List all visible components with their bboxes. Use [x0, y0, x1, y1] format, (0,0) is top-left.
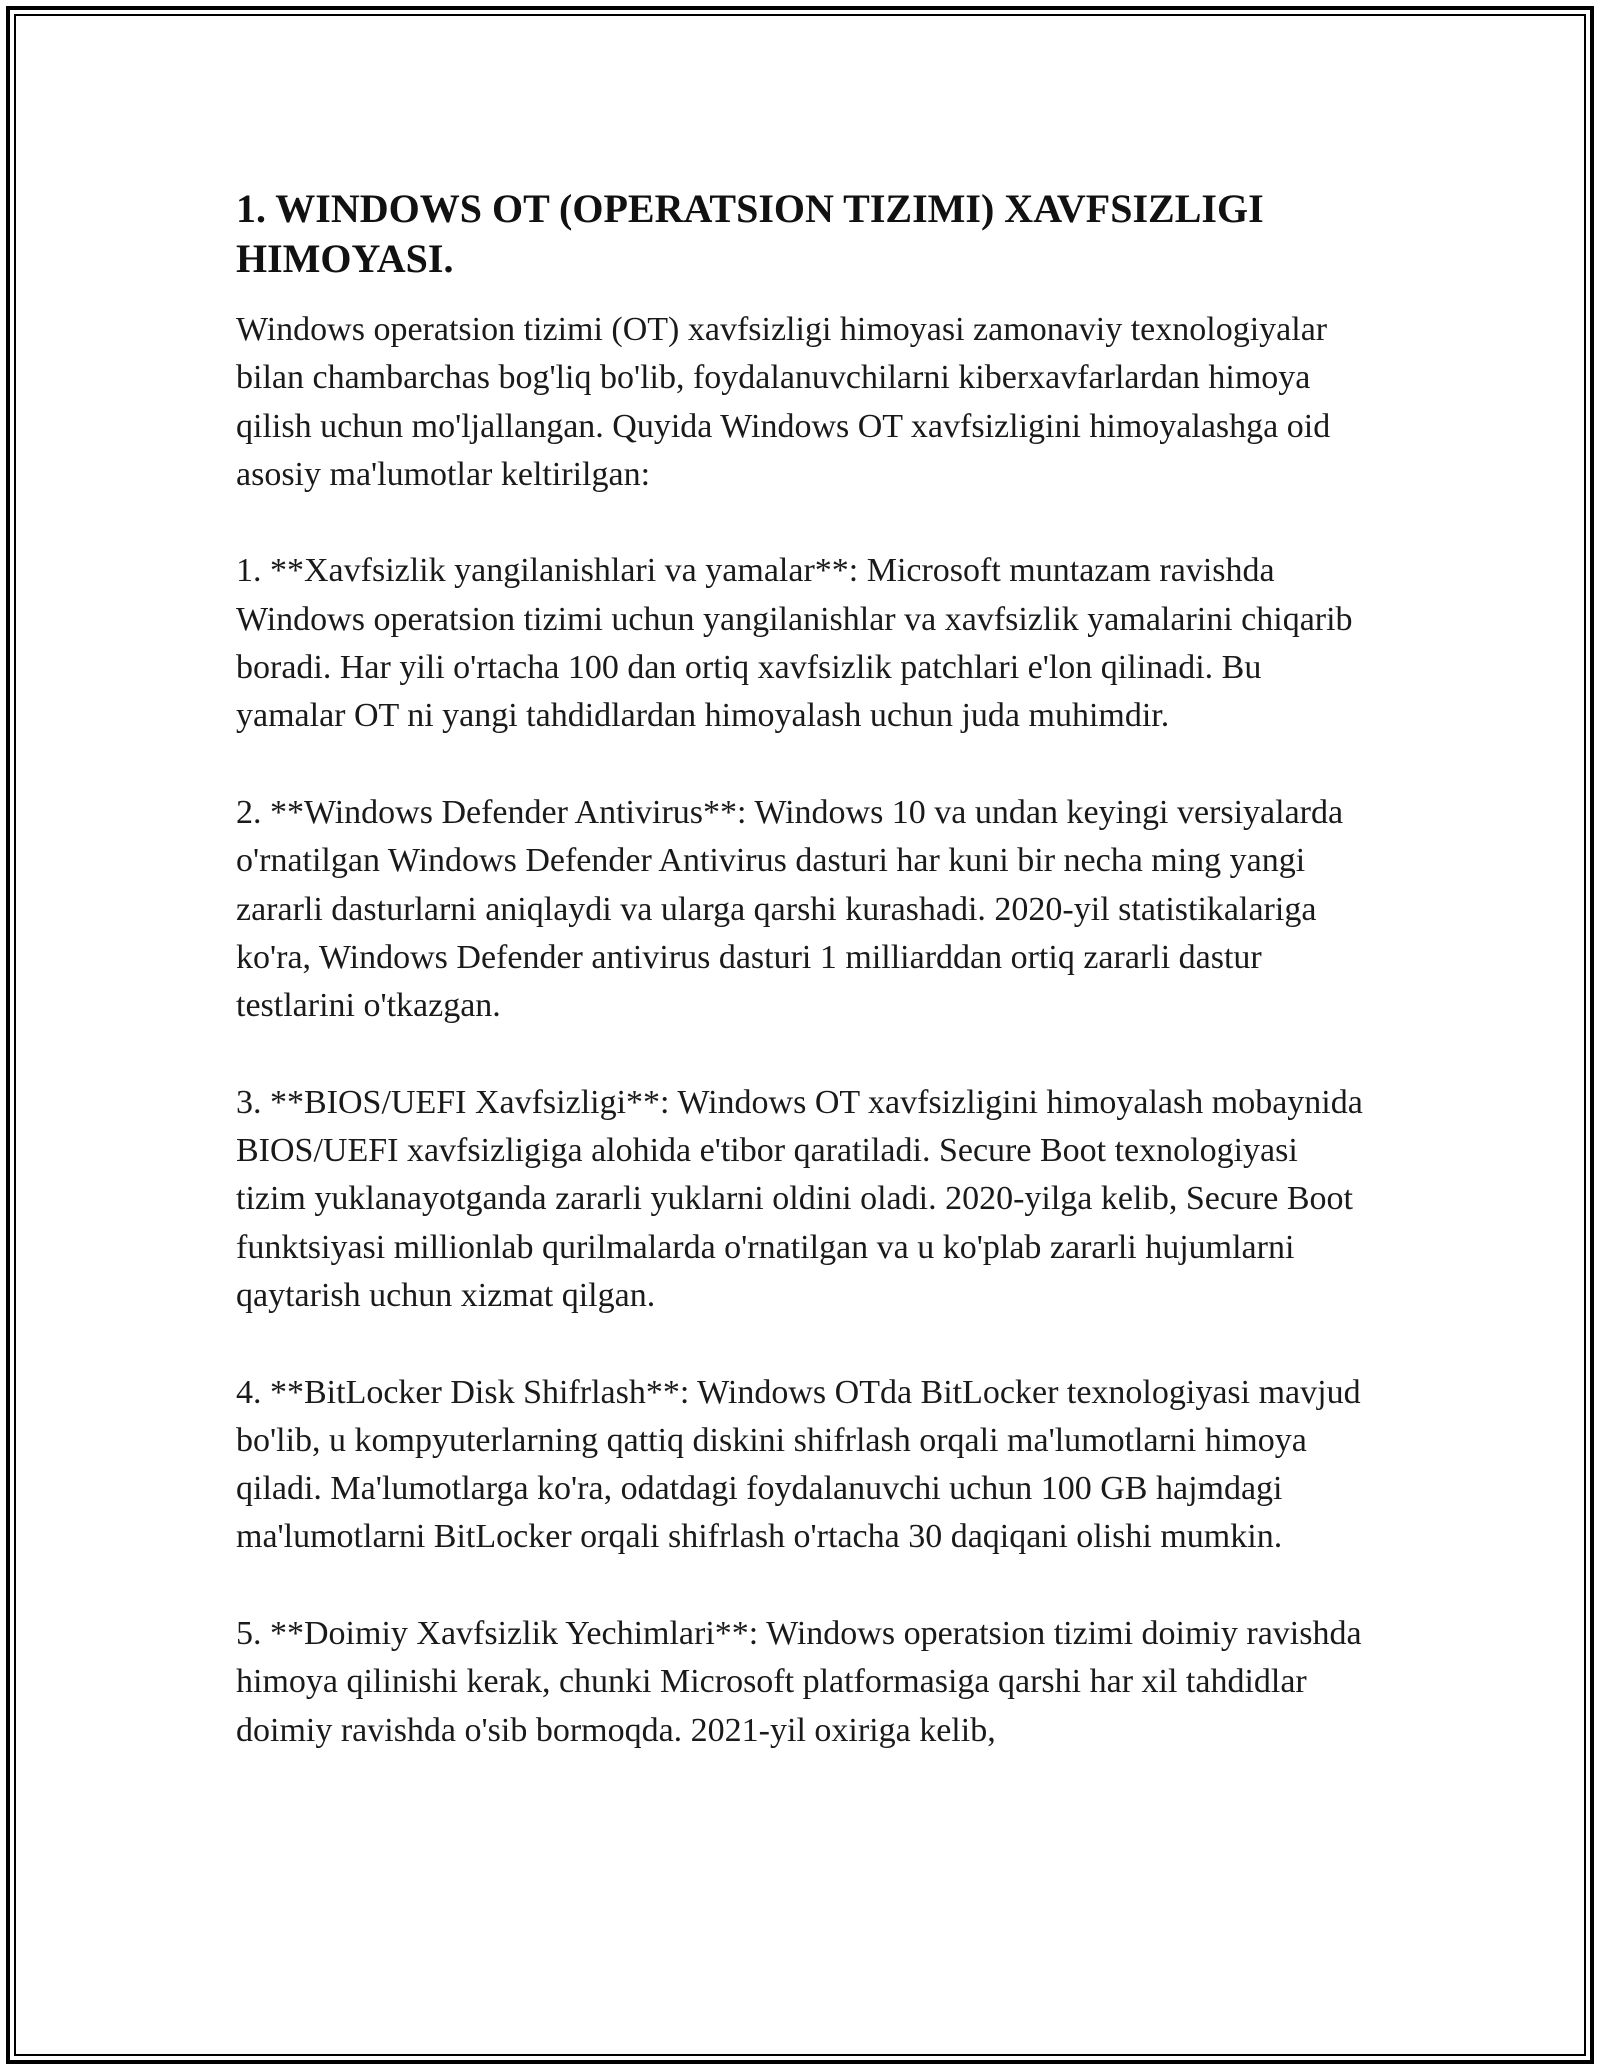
- intro-paragraph: Windows operatsion tizimi (OT) xavfsizligi himoyasi zamonaviy texnologiyalar bilan chambarchas bog'liq bo'lib, foydalanuvchilarni kiberxavfarlardan himoya qilish uchun mo'ljallangan. Quyida Windows OT xavfsizligini himoyalashga oid asosiy ma'lumotlar keltirilgan:: [236, 311, 1331, 493]
- document-title: 1. WINDOWS OT (OPERATSION TIZIMI) XAVFSIZLIGI HIMOYASI.: [236, 186, 1264, 281]
- paragraph-bitlocker: 4. **BitLocker Disk Shifrlash**: Windows OTda BitLocker texnologiyasi mavjud bo'lib, u kompyuterlarning qattiq diskini shifrlash orqali ma'lumotlarni himoya qiladi. Ma'lumotlarga ko'ra, odatdagi foydalanuvchi uchun 100 GB hajmdagi ma'lumotlarni BitLocker orqali shifrlash o'rtacha 30 daqiqani olishi mumkin.: [236, 1373, 1361, 1556]
- document-body: [236, 184, 1376, 1803]
- paragraph-security-updates: 1. **Xavfsizlik yangilanishlari va yamalar**: Microsoft muntazam ravishda Windows operatsion tizimi uchun yangilanishlar va xavfsizlik yamalarini chiqarib boradi. Har yili o'rtacha 100 dan ortiq xavfsizlik patchlari e'lon qilinadi. Bu yamalar OT ni yangi tahdidlardan himoyalash uchun juda muhimdir.: [236, 552, 1353, 735]
- paragraph-continuous-security: 5. **Doimiy Xavfsizlik Yechimlari**: Windows operatsion tizimi doimiy ravishda himoya qilinishi kerak, chunki Microsoft platformasiga qarshi har xil tahdidlar doimiy ravishda o'sib bormoqda. 2021-yil oxiriga kelib,: [236, 1615, 1362, 1749]
- paragraph-bios-uefi: 3. **BIOS/UEFI Xavfsizligi**: Windows OT xavfsizligini himoyalash mobaynida BIOS/UEFI xavfsizligiga alohida e'tibor qaratiladi. Secure Boot texnologiyasi tizim yuklanayotganda zararli yuklarni oldini oladi. 2020-yilga kelib, Secure Boot funktsiyasi millionlab qurilmalarda o'rnatilgan va u ko'plab zararli hujumlarni qaytarish uchun xizmat qilgan.: [236, 1083, 1363, 1314]
- paragraph-windows-defender: 2. **Windows Defender Antivirus**: Windows 10 va undan keyingi versiyalarda o'rnatilgan Windows Defender Antivirus dasturi har kuni bir necha ming yangi zararli dasturlarni aniqlaydi va ularga qarshi kurashadi. 2020-yil statistikalariga ko'ra, Windows Defender antivirus dasturi 1 milliarddan ortiq zararli dastur testlarini o'tkazgan.: [236, 793, 1344, 1025]
